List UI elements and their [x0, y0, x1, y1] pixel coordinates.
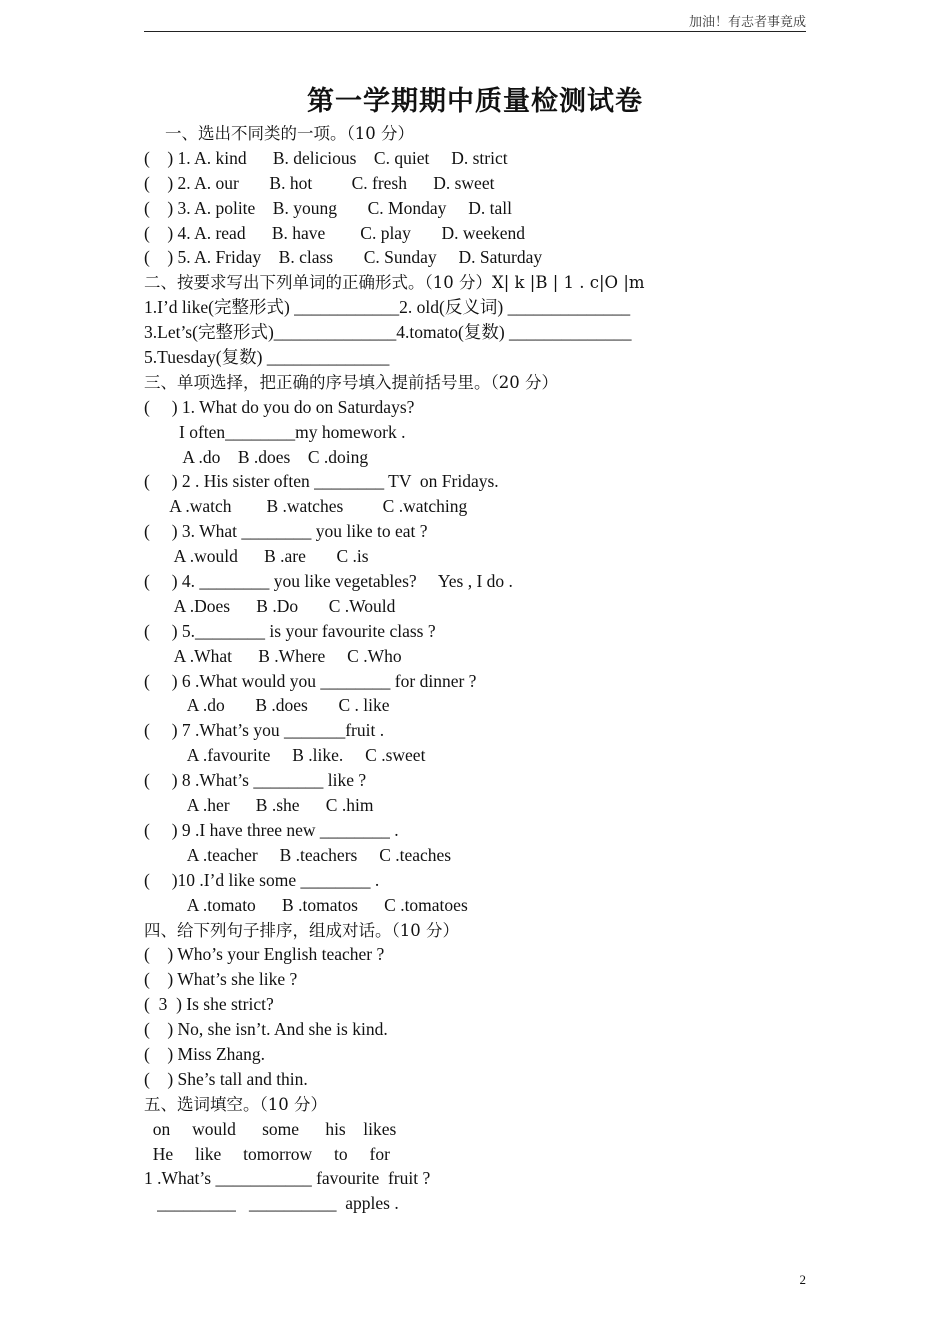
section-2-item: 3.Let’s(完整形式)______________4.tomato(复数) ______________ [144, 322, 632, 343]
section-4-item: ( 3 ) Is she strict? [144, 994, 274, 1015]
section-1-item: ( ) 3. A. polite B. young C. Monday D. tall [144, 197, 512, 218]
section-1-item: ( ) 2. A. our B. hot C. fresh D. sweet [144, 172, 495, 193]
section-3-line: A .favourite B .like. C .sweet [144, 745, 426, 766]
section-3-line: ( )10 .I’d like some ________ . [144, 869, 380, 890]
section-3-line: ( ) 6 .What would you ________ for dinner ? [144, 670, 477, 691]
exam-content [144, 121, 806, 1216]
section-2-heading: 二、按要求写出下列单词的正确形式。（10 分）X| k |B | 1 . c|O |m [144, 273, 645, 293]
section-3-line: A .watch B .watches C .watching [144, 496, 468, 517]
section-3-line: A .would B .are C .is [144, 546, 369, 567]
section-4-item: ( ) Who’s your English teacher ? [144, 944, 385, 965]
section-3-line: A .her B .she C .him [144, 795, 374, 816]
section-3-line: ( ) 4. ________ you like vegetables? Yes , I do . [144, 571, 513, 592]
header-rule [144, 31, 806, 32]
section-4-item: ( ) She’s tall and thin. [144, 1068, 308, 1089]
page-title: 第一学期期中质量检测试卷 [307, 86, 643, 117]
section-5-line: 1 .What’s ___________ favourite fruit ? [144, 1168, 431, 1189]
section-2-item: 5.Tuesday(复数) ______________ [144, 347, 390, 368]
section-3-line: A .What B .Where C .Who [144, 645, 402, 666]
section-3-line: ( ) 2 . His sister often ________ TV on Fridays. [144, 471, 499, 492]
section-2-item: 1.I’d like(完整形式) ____________2. old(反义词) ______________ [144, 297, 631, 318]
section-3-line: A .tomato B .tomatos C .tomatoes [144, 894, 468, 915]
section-1-item: ( ) 5. A. Friday B. class C. Sunday D. Saturday [144, 247, 543, 268]
section-3-line: I often________my homework . [144, 421, 406, 442]
section-4-item: ( ) What’s she like ? [144, 969, 298, 990]
section-4-item: ( ) No, she isn’t. And she is kind. [144, 1019, 388, 1040]
section-5-word-bank: on would some his likes [144, 1118, 397, 1139]
section-3-line: ( ) 1. What do you do on Saturdays? [144, 396, 415, 417]
section-5-word-bank: He like tomorrow to for [144, 1143, 390, 1164]
header-motto: 加油！有志者事竟成 [688, 15, 806, 30]
section-3-line: A .teacher B .teachers C .teaches [144, 844, 452, 865]
section-4-item: ( ) Miss Zhang. [144, 1043, 266, 1064]
section-1-item: ( ) 4. A. read B. have C. play D. weekend [144, 222, 526, 243]
section-1-item: ( ) 1. A. kind B. delicious C. quiet D. strict [144, 147, 508, 168]
section-3-line: ( ) 8 .What’s ________ like ? [144, 770, 367, 791]
section-3-line: ( ) 5.________ is your favourite class ? [144, 620, 436, 641]
section-5-heading: 五、选词填空。（10 分） [144, 1094, 327, 1114]
section-3-line: A .do B .does C .doing [144, 446, 369, 467]
section-3-line: ( ) 9 .I have three new ________ . [144, 819, 399, 840]
section-4-heading: 四、给下列句子排序，组成对话。（10 分） [144, 920, 459, 940]
section-5-line: _________ __________ apples . [144, 1193, 399, 1214]
section-3-line: A .Does B .Do C .Would [144, 595, 396, 616]
section-1-heading: 一、选出不同类的一项。（10 分） [144, 124, 414, 143]
page-number: 2 [799, 1272, 806, 1287]
section-3-heading: 三、单项选择，把正确的序号填入提前括号里。（20 分） [144, 372, 558, 392]
section-3-line: ( ) 3. What ________ you like to eat ? [144, 521, 428, 542]
section-3-line: A .do B .does C . like [144, 695, 390, 716]
section-3-line: ( ) 7 .What’s you _______fruit . [144, 720, 385, 741]
